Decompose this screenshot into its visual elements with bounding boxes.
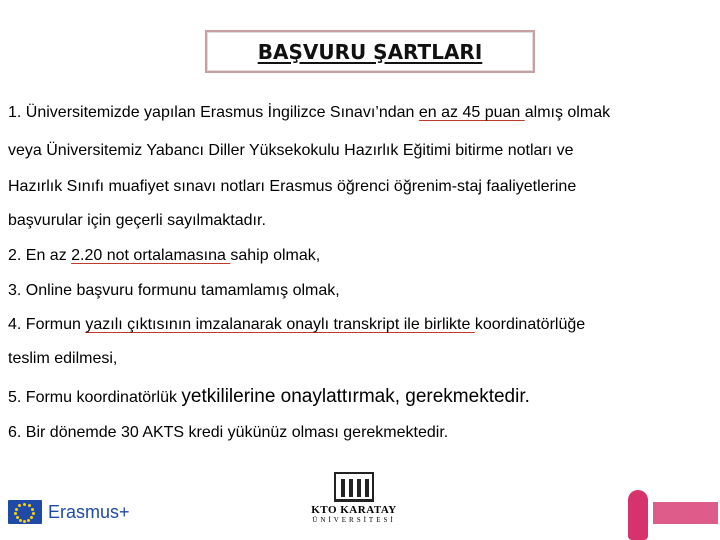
erasmus-logo <box>8 500 130 524</box>
erasmus-label: Erasmus+ <box>48 501 130 522</box>
highlight-score: en az 45 puan <box>418 104 525 121</box>
kto-sub: ÜNİVERSİTESİ <box>312 516 396 524</box>
kto-karatay-logo <box>308 472 400 524</box>
requirement-1-line-2: veya Üniversitemiz Yabancı Diller Yüksekokulu Hazırlık Eğitimi bitirme notları ve <box>8 142 574 159</box>
requirement-1: 1. Üniversitemizde yapılan Erasmus İngilizce Sınavı’ndan en az 45 puan almış olmak <box>8 104 611 121</box>
requirement-4-line-2: teslim edilmesi, <box>8 350 118 367</box>
partner-figure-icon <box>628 490 648 540</box>
kto-building-icon <box>334 472 374 502</box>
requirement-1-line-3: Hazırlık Sınıfı muafiyet sınavı notları Erasmus öğrenci öğrenim-staj faaliyetlerine <box>8 178 577 195</box>
requirement-2: 2. En az 2.20 not ortalamasına sahip olmak, <box>8 247 321 264</box>
requirement-3: 3. Online başvuru formunu tamamlamış olmak, <box>8 282 340 299</box>
requirement-4: 4. Formun yazılı çıktısının imzalanarak onaylı transkript ile birlikte koordinatörlüğe <box>8 316 586 333</box>
eu-flag-icon <box>8 500 42 524</box>
highlight-gpa: 2.20 not ortalamasına <box>71 247 231 264</box>
page-title: BAŞVURU ŞARTLARI <box>257 39 483 64</box>
highlight-transcript: yazılı çıktısının imzalanarak onaylı transkript ile birlikte <box>85 316 475 333</box>
requirement-6: 6. Bir dönemde 30 AKTS kredi yükünüz olması gerekmektedir. <box>8 424 449 441</box>
title-box <box>205 30 535 73</box>
kto-name: KTO KARATAY <box>311 504 397 516</box>
requirement-1-line-4: başvurular için geçerli sayılmaktadır. <box>8 212 266 229</box>
footer-logos <box>0 485 720 540</box>
partner-text-block <box>653 502 718 524</box>
partner-logo <box>625 490 720 540</box>
requirement-5: 5. Formu koordinatörlük yetkililerine onaylattırmak, gerekmektedir. <box>8 386 530 407</box>
